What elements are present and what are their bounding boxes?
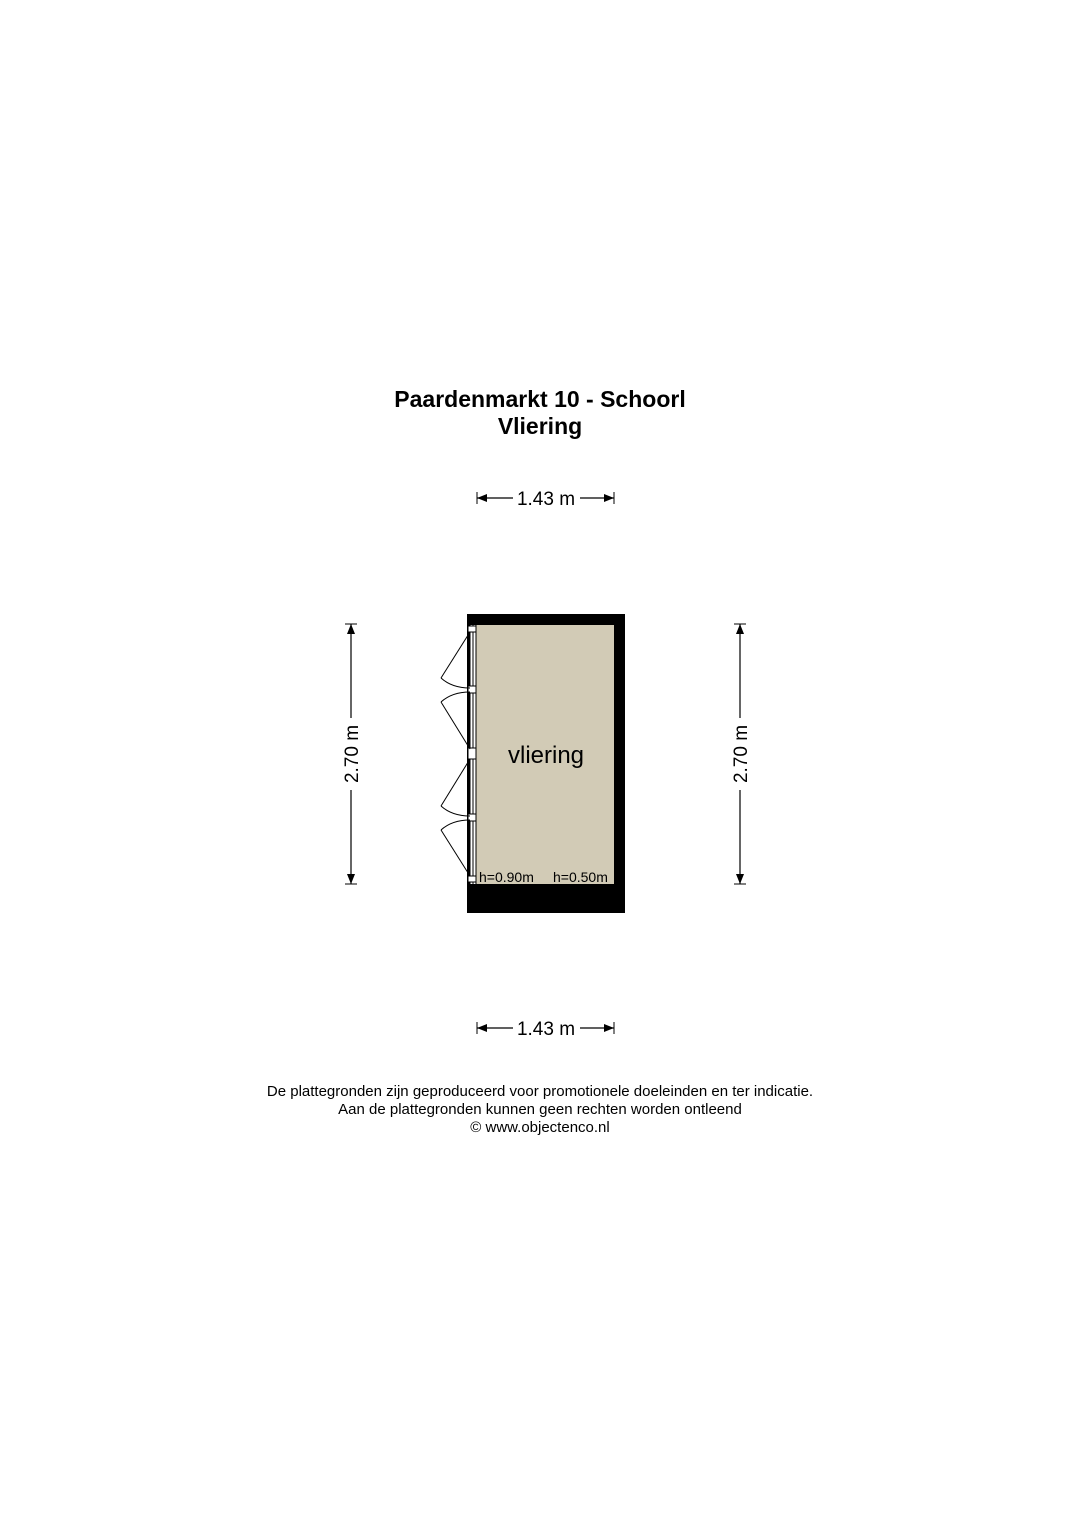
left-height-dimension: [342, 624, 363, 884]
bottom-wall: [467, 884, 625, 913]
top-wall: [467, 614, 625, 625]
bottom-width-dimension: [477, 1019, 614, 1040]
ceiling-height-right: h=0.50m: [553, 869, 608, 885]
left-height-label: 2.70 m: [342, 724, 363, 784]
copyright-line: © www.objectenco.nl: [470, 1119, 610, 1136]
floor-title: Vliering: [497, 413, 583, 439]
window-2: [441, 692, 470, 749]
ceiling-height-left: h=0.90m: [479, 869, 534, 885]
right-height-dimension: [731, 624, 752, 884]
address-title: Paardenmarkt 10 - Schoorl: [394, 386, 686, 412]
bottom-width-label: 1.43 m: [516, 1019, 576, 1040]
window-4: [441, 820, 470, 876]
right-wall: [614, 614, 625, 913]
top-width-dimension: [477, 489, 614, 510]
room-label: vliering: [507, 742, 585, 769]
top-width-label: 1.43 m: [516, 489, 576, 510]
disclaimer: [0, 1083, 1080, 1137]
disclaimer-line-2: Aan de plattegronden kunnen geen rechten worden ontleend: [338, 1101, 742, 1118]
window-1: [441, 632, 470, 688]
right-height-label: 2.70 m: [731, 724, 752, 784]
window-3: [441, 759, 470, 816]
disclaimer-line-1: De plattegronden zijn geproduceerd voor promotionele doeleinden en ter indicatie.: [266, 1083, 814, 1100]
